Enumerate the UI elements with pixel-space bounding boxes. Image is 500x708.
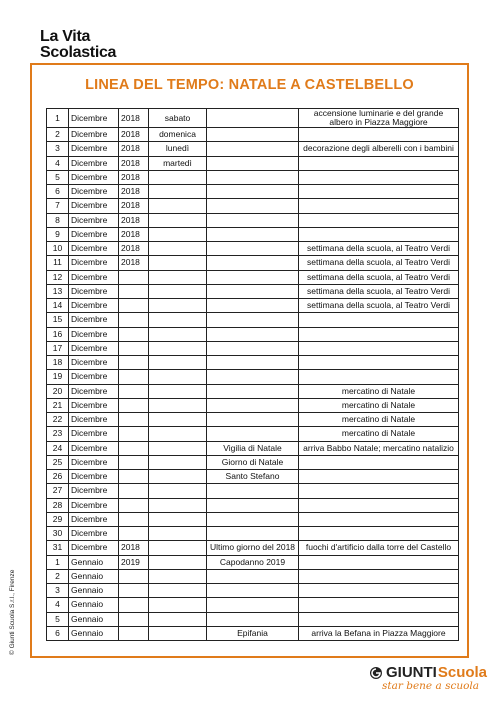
page-title: LINEA DEL TEMPO: NATALE A CASTELBELLO — [85, 77, 414, 93]
weekday-cell — [149, 313, 207, 327]
weekday-cell — [149, 185, 207, 199]
day-number-cell: 2 — [47, 128, 69, 142]
event-cell: mercatino di Natale — [299, 384, 459, 398]
table-row — [47, 569, 459, 583]
event-cell — [299, 170, 459, 184]
timeline-table — [46, 108, 459, 641]
month-cell: Gennaio — [69, 555, 119, 569]
weekday-cell — [149, 498, 207, 512]
weekday-cell — [149, 527, 207, 541]
holiday-cell — [207, 569, 299, 583]
table-row — [47, 498, 459, 512]
year-cell — [119, 398, 149, 412]
holiday-cell: Vigilia di Natale — [207, 441, 299, 455]
timeline-frame — [30, 63, 469, 658]
day-number-cell: 7 — [47, 199, 69, 213]
year-cell — [119, 356, 149, 370]
event-cell — [299, 156, 459, 170]
year-cell — [119, 569, 149, 583]
day-number-cell: 20 — [47, 384, 69, 398]
weekday-cell — [149, 213, 207, 227]
event-cell: fuochi d'artificio dalla torre del Castello — [299, 541, 459, 555]
month-cell: Dicembre — [69, 213, 119, 227]
table-row — [47, 199, 459, 213]
holiday-cell — [207, 498, 299, 512]
day-number-cell: 15 — [47, 313, 69, 327]
table-row — [47, 299, 459, 313]
table-row — [47, 455, 459, 469]
year-cell: 2018 — [119, 227, 149, 241]
month-cell: Dicembre — [69, 413, 119, 427]
month-cell: Dicembre — [69, 512, 119, 526]
year-cell — [119, 441, 149, 455]
logo-line-2: Scolastica — [40, 44, 117, 61]
holiday-cell — [207, 185, 299, 199]
day-number-cell: 23 — [47, 427, 69, 441]
event-cell — [299, 598, 459, 612]
table-row — [47, 128, 459, 142]
day-number-cell: 1 — [47, 555, 69, 569]
holiday-cell — [207, 170, 299, 184]
day-number-cell: 21 — [47, 398, 69, 412]
table-row — [47, 512, 459, 526]
event-cell — [299, 341, 459, 355]
weekday-cell: sabato — [149, 109, 207, 128]
table-row — [47, 413, 459, 427]
event-cell — [299, 327, 459, 341]
holiday-cell: Ultimo giorno del 2018 — [207, 541, 299, 555]
weekday-cell: domenica — [149, 128, 207, 142]
table-row — [47, 598, 459, 612]
year-cell — [119, 270, 149, 284]
event-cell: settimana della scuola, al Teatro Verdi — [299, 299, 459, 313]
month-cell: Dicembre — [69, 356, 119, 370]
weekday-cell — [149, 327, 207, 341]
event-cell — [299, 569, 459, 583]
month-cell: Dicembre — [69, 170, 119, 184]
month-cell: Dicembre — [69, 527, 119, 541]
holiday-cell — [207, 612, 299, 626]
weekday-cell — [149, 356, 207, 370]
holiday-cell: Capodanno 2019 — [207, 555, 299, 569]
day-number-cell: 19 — [47, 370, 69, 384]
weekday-cell — [149, 584, 207, 598]
event-cell: mercatino di Natale — [299, 413, 459, 427]
month-cell: Dicembre — [69, 142, 119, 156]
event-cell — [299, 584, 459, 598]
month-cell: Dicembre — [69, 227, 119, 241]
month-cell: Dicembre — [69, 484, 119, 498]
month-cell: Dicembre — [69, 299, 119, 313]
month-cell: Dicembre — [69, 284, 119, 298]
table-row — [47, 109, 459, 128]
year-cell — [119, 341, 149, 355]
holiday-cell — [207, 584, 299, 598]
month-cell: Gennaio — [69, 569, 119, 583]
holiday-cell — [207, 341, 299, 355]
brand-scuola: Scuola — [437, 664, 488, 681]
event-cell: mercatino di Natale — [299, 427, 459, 441]
year-cell — [119, 427, 149, 441]
holiday-cell — [207, 128, 299, 142]
table-row — [47, 612, 459, 626]
day-number-cell: 14 — [47, 299, 69, 313]
weekday-cell — [149, 227, 207, 241]
event-cell — [299, 313, 459, 327]
year-cell: 2018 — [119, 109, 149, 128]
event-cell: arriva Babbo Natale; mercatino natalizio — [299, 441, 459, 455]
holiday-cell — [207, 142, 299, 156]
event-cell: accensione luminarie e del grande albero in Piazza Maggiore — [299, 109, 459, 128]
day-number-cell: 11 — [47, 256, 69, 270]
weekday-cell — [149, 612, 207, 626]
table-row — [47, 227, 459, 241]
holiday-cell — [207, 242, 299, 256]
day-number-cell: 17 — [47, 341, 69, 355]
day-number-cell: 4 — [47, 598, 69, 612]
table-row — [47, 170, 459, 184]
month-cell: Dicembre — [69, 199, 119, 213]
day-number-cell: 27 — [47, 484, 69, 498]
weekday-cell: martedì — [149, 156, 207, 170]
table-row — [47, 156, 459, 170]
month-cell: Dicembre — [69, 242, 119, 256]
year-cell — [119, 527, 149, 541]
holiday-cell — [207, 227, 299, 241]
table-row — [47, 185, 459, 199]
weekday-cell: lunedì — [149, 142, 207, 156]
month-cell: Dicembre — [69, 541, 119, 555]
year-cell — [119, 413, 149, 427]
table-row — [47, 256, 459, 270]
weekday-cell — [149, 242, 207, 256]
weekday-cell — [149, 199, 207, 213]
holiday-cell — [207, 213, 299, 227]
day-number-cell: 6 — [47, 185, 69, 199]
table-row — [47, 284, 459, 298]
year-cell: 2018 — [119, 185, 149, 199]
weekday-cell — [149, 299, 207, 313]
holiday-cell — [207, 313, 299, 327]
table-row — [47, 313, 459, 327]
table-row — [47, 470, 459, 484]
holiday-cell — [207, 512, 299, 526]
holiday-cell — [207, 156, 299, 170]
event-cell: decorazione degli alberelli con i bambini — [299, 142, 459, 156]
month-cell: Dicembre — [69, 256, 119, 270]
event-cell — [299, 185, 459, 199]
day-number-cell: 13 — [47, 284, 69, 298]
year-cell: 2018 — [119, 256, 149, 270]
year-cell — [119, 370, 149, 384]
holiday-cell: Giorno di Natale — [207, 455, 299, 469]
holiday-cell: Santo Stefano — [207, 470, 299, 484]
month-cell: Dicembre — [69, 109, 119, 128]
holiday-cell — [207, 284, 299, 298]
holiday-cell — [207, 413, 299, 427]
holiday-cell — [207, 299, 299, 313]
day-number-cell: 3 — [47, 584, 69, 598]
event-cell — [299, 498, 459, 512]
day-number-cell: 22 — [47, 413, 69, 427]
table-row — [47, 270, 459, 284]
month-cell: Dicembre — [69, 470, 119, 484]
day-number-cell: 1 — [47, 109, 69, 128]
year-cell: 2018 — [119, 170, 149, 184]
day-number-cell: 24 — [47, 441, 69, 455]
holiday-cell — [207, 356, 299, 370]
month-cell: Dicembre — [69, 455, 119, 469]
holiday-cell — [207, 598, 299, 612]
holiday-cell: Epifania — [207, 626, 299, 640]
year-cell — [119, 327, 149, 341]
brand-giunti: GIUNTI — [386, 664, 437, 681]
year-cell: 2018 — [119, 128, 149, 142]
day-number-cell: 9 — [47, 227, 69, 241]
table-row — [47, 484, 459, 498]
year-cell: 2018 — [119, 156, 149, 170]
year-cell: 2018 — [119, 541, 149, 555]
weekday-cell — [149, 484, 207, 498]
month-cell: Dicembre — [69, 185, 119, 199]
day-number-cell: 12 — [47, 270, 69, 284]
event-cell — [299, 527, 459, 541]
year-cell — [119, 512, 149, 526]
event-cell — [299, 470, 459, 484]
copyright-notice: © Giunti Scuola S.r.l., Firenze — [9, 569, 16, 655]
day-number-cell: 30 — [47, 527, 69, 541]
month-cell: Dicembre — [69, 128, 119, 142]
day-number-cell: 4 — [47, 156, 69, 170]
year-cell: 2018 — [119, 142, 149, 156]
giunti-mark-icon — [369, 666, 383, 680]
event-cell: settimana della scuola, al Teatro Verdi — [299, 270, 459, 284]
event-cell — [299, 484, 459, 498]
year-cell: 2018 — [119, 213, 149, 227]
day-number-cell: 28 — [47, 498, 69, 512]
holiday-cell — [207, 398, 299, 412]
year-cell — [119, 598, 149, 612]
weekday-cell — [149, 441, 207, 455]
month-cell: Dicembre — [69, 270, 119, 284]
holiday-cell — [207, 370, 299, 384]
year-cell — [119, 584, 149, 598]
weekday-cell — [149, 455, 207, 469]
event-cell — [299, 356, 459, 370]
holiday-cell — [207, 256, 299, 270]
year-cell — [119, 384, 149, 398]
weekday-cell — [149, 341, 207, 355]
day-number-cell: 31 — [47, 541, 69, 555]
day-number-cell: 5 — [47, 612, 69, 626]
holiday-cell — [207, 384, 299, 398]
month-cell: Dicembre — [69, 427, 119, 441]
weekday-cell — [149, 427, 207, 441]
holiday-cell — [207, 199, 299, 213]
year-cell: 2018 — [119, 199, 149, 213]
table-row — [47, 384, 459, 398]
brand-tagline: star bene a scuola — [382, 680, 480, 692]
month-cell: Dicembre — [69, 441, 119, 455]
weekday-cell — [149, 555, 207, 569]
event-cell — [299, 213, 459, 227]
month-cell: Dicembre — [69, 370, 119, 384]
table-row — [47, 370, 459, 384]
event-cell — [299, 612, 459, 626]
year-cell — [119, 299, 149, 313]
weekday-cell — [149, 284, 207, 298]
table-row — [47, 213, 459, 227]
weekday-cell — [149, 512, 207, 526]
year-cell — [119, 612, 149, 626]
event-cell: settimana della scuola, al Teatro Verdi — [299, 256, 459, 270]
table-row — [47, 541, 459, 555]
day-number-cell: 26 — [47, 470, 69, 484]
table-row — [47, 527, 459, 541]
table-row — [47, 242, 459, 256]
year-cell — [119, 470, 149, 484]
event-cell — [299, 455, 459, 469]
table-row — [47, 356, 459, 370]
month-cell: Dicembre — [69, 498, 119, 512]
year-cell — [119, 498, 149, 512]
year-cell — [119, 484, 149, 498]
holiday-cell — [207, 270, 299, 284]
day-number-cell: 8 — [47, 213, 69, 227]
la-vita-scolastica-logo — [40, 29, 116, 61]
event-cell — [299, 199, 459, 213]
month-cell: Gennaio — [69, 612, 119, 626]
month-cell: Dicembre — [69, 384, 119, 398]
weekday-cell — [149, 170, 207, 184]
weekday-cell — [149, 470, 207, 484]
table-row — [47, 584, 459, 598]
weekday-cell — [149, 384, 207, 398]
month-cell: Dicembre — [69, 156, 119, 170]
holiday-cell — [207, 527, 299, 541]
month-cell: Dicembre — [69, 398, 119, 412]
giunti-scuola-logo — [369, 664, 489, 692]
table-row — [47, 441, 459, 455]
table-row — [47, 142, 459, 156]
weekday-cell — [149, 626, 207, 640]
day-number-cell: 2 — [47, 569, 69, 583]
weekday-cell — [149, 598, 207, 612]
table-row — [47, 626, 459, 640]
weekday-cell — [149, 541, 207, 555]
table-row — [47, 555, 459, 569]
day-number-cell: 10 — [47, 242, 69, 256]
day-number-cell: 3 — [47, 142, 69, 156]
holiday-cell — [207, 484, 299, 498]
month-cell: Dicembre — [69, 341, 119, 355]
month-cell: Dicembre — [69, 313, 119, 327]
year-cell — [119, 313, 149, 327]
table-row — [47, 341, 459, 355]
weekday-cell — [149, 256, 207, 270]
weekday-cell — [149, 569, 207, 583]
holiday-cell — [207, 427, 299, 441]
weekday-cell — [149, 413, 207, 427]
day-number-cell: 6 — [47, 626, 69, 640]
event-cell — [299, 128, 459, 142]
day-number-cell: 29 — [47, 512, 69, 526]
holiday-cell — [207, 109, 299, 128]
year-cell — [119, 455, 149, 469]
year-cell: 2019 — [119, 555, 149, 569]
day-number-cell: 18 — [47, 356, 69, 370]
event-cell: mercatino di Natale — [299, 398, 459, 412]
month-cell: Gennaio — [69, 598, 119, 612]
weekday-cell — [149, 398, 207, 412]
table-row — [47, 327, 459, 341]
holiday-cell — [207, 327, 299, 341]
event-cell: settimana della scuola, al Teatro Verdi — [299, 242, 459, 256]
event-cell: arriva la Befana in Piazza Maggiore — [299, 626, 459, 640]
event-cell — [299, 227, 459, 241]
weekday-cell — [149, 270, 207, 284]
event-cell — [299, 555, 459, 569]
table-row — [47, 398, 459, 412]
year-cell — [119, 626, 149, 640]
logo-line-1: La Vita — [40, 28, 91, 45]
day-number-cell: 16 — [47, 327, 69, 341]
weekday-cell — [149, 370, 207, 384]
year-cell: 2018 — [119, 242, 149, 256]
day-number-cell: 25 — [47, 455, 69, 469]
event-cell: settimana della scuola, al Teatro Verdi — [299, 284, 459, 298]
month-cell: Dicembre — [69, 327, 119, 341]
month-cell: Gennaio — [69, 584, 119, 598]
table-row — [47, 427, 459, 441]
timeline-body — [47, 109, 459, 641]
event-cell — [299, 512, 459, 526]
event-cell — [299, 370, 459, 384]
year-cell — [119, 284, 149, 298]
day-number-cell: 5 — [47, 170, 69, 184]
month-cell: Gennaio — [69, 626, 119, 640]
